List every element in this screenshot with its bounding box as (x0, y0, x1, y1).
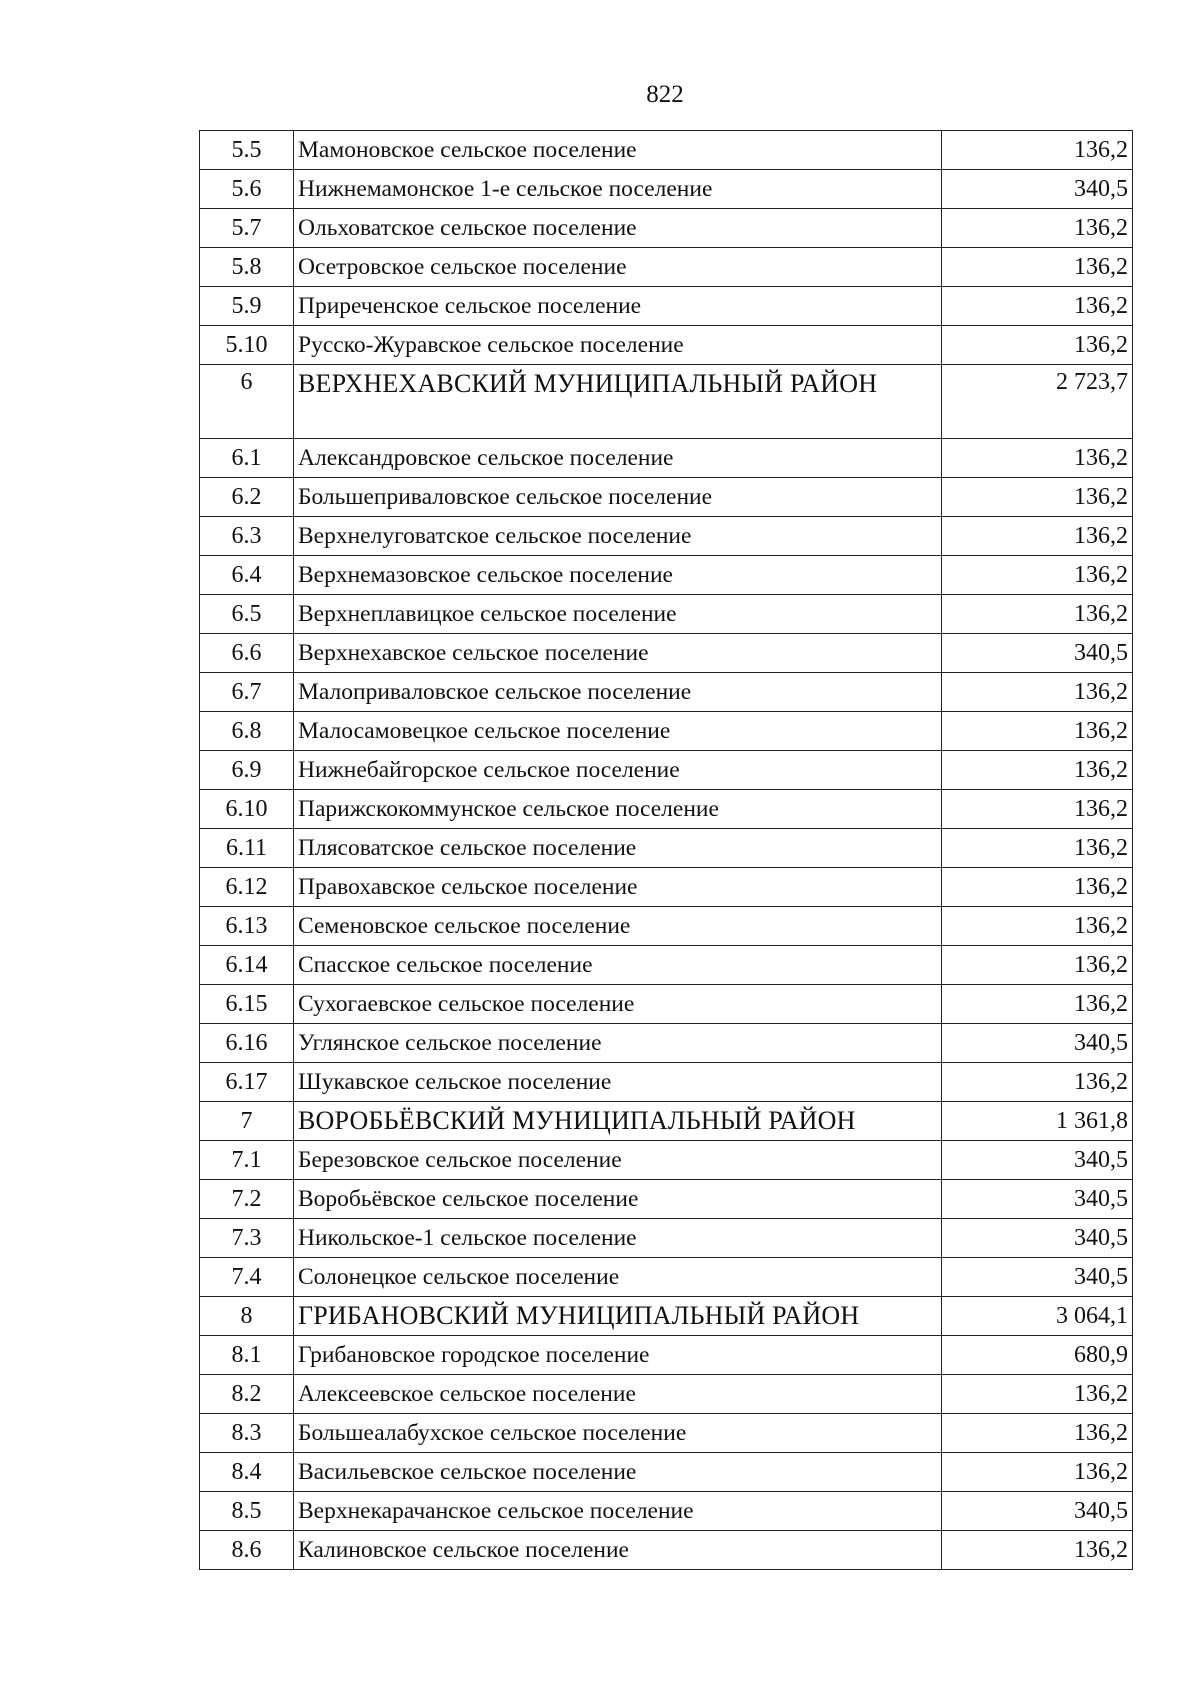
settlement-row (200, 673, 1133, 712)
table-body (200, 131, 1133, 1570)
settlement-name: Ольховатское сельское поселение (294, 209, 942, 248)
row-number: 8.5 (200, 1492, 294, 1531)
settlement-name: Нижнемамонское 1-е сельское поселение (294, 170, 942, 209)
settlement-name: Малоприваловское сельское поселение (294, 673, 942, 712)
settlement-row (200, 1180, 1133, 1219)
settlement-name: Верхнелуговатское сельское поселение (294, 517, 942, 556)
settlement-row (200, 1141, 1133, 1180)
amount-value: 136,2 (942, 1375, 1133, 1414)
settlement-row (200, 517, 1133, 556)
settlement-row (200, 209, 1133, 248)
amount-value: 136,2 (942, 287, 1133, 326)
row-number: 8.3 (200, 1414, 294, 1453)
amount-value: 340,5 (942, 170, 1133, 209)
settlement-row (200, 907, 1133, 946)
settlement-name: Верхнемазовское сельское поселение (294, 556, 942, 595)
amount-value: 136,2 (942, 712, 1133, 751)
settlement-row (200, 985, 1133, 1024)
settlement-name: Верхнеплавицкое сельское поселение (294, 595, 942, 634)
settlement-name: Осетровское сельское поселение (294, 248, 942, 287)
settlement-row (200, 595, 1133, 634)
settlement-name: Углянское сельское поселение (294, 1024, 942, 1063)
amount-value: 340,5 (942, 1492, 1133, 1531)
settlement-name: Малосамовецкое сельское поселение (294, 712, 942, 751)
district-row (200, 1102, 1133, 1141)
amount-value: 136,2 (942, 868, 1133, 907)
row-number: 8 (200, 1297, 294, 1336)
amount-value: 136,2 (942, 946, 1133, 985)
row-number: 6.8 (200, 712, 294, 751)
row-number: 5.8 (200, 248, 294, 287)
settlement-row (200, 1531, 1133, 1570)
amount-value: 340,5 (942, 1024, 1133, 1063)
amount-value: 340,5 (942, 634, 1133, 673)
district-name: ВЕРХНЕХАВСКИЙ МУНИЦИПАЛЬНЫЙ РАЙОН (294, 365, 942, 439)
amount-value: 1 361,8 (942, 1102, 1133, 1141)
settlement-row (200, 1024, 1133, 1063)
row-number: 8.1 (200, 1336, 294, 1375)
settlement-row (200, 131, 1133, 170)
row-number: 6.1 (200, 439, 294, 478)
row-number: 5.5 (200, 131, 294, 170)
amount-value: 136,2 (942, 1063, 1133, 1102)
row-number: 7.4 (200, 1258, 294, 1297)
amount-value: 340,5 (942, 1180, 1133, 1219)
settlement-name: Правохавское сельское поселение (294, 868, 942, 907)
row-number: 6.9 (200, 751, 294, 790)
amount-value: 136,2 (942, 907, 1133, 946)
district-row (200, 1297, 1133, 1336)
settlement-name: Спасское сельское поселение (294, 946, 942, 985)
amount-value: 2 723,7 (942, 365, 1133, 439)
row-number: 6.3 (200, 517, 294, 556)
amount-value: 136,2 (942, 439, 1133, 478)
settlement-name: Солонецкое сельское поселение (294, 1258, 942, 1297)
row-number: 8.2 (200, 1375, 294, 1414)
row-number: 6.13 (200, 907, 294, 946)
settlement-name: Калиновское сельское поселение (294, 1531, 942, 1570)
settlement-name: Никольское-1 сельское поселение (294, 1219, 942, 1258)
row-number: 6.11 (200, 829, 294, 868)
settlement-row (200, 248, 1133, 287)
settlement-name: Мамоновское сельское поселение (294, 131, 942, 170)
row-number: 6.2 (200, 478, 294, 517)
row-number: 5.10 (200, 326, 294, 365)
row-number: 6.16 (200, 1024, 294, 1063)
amount-value: 340,5 (942, 1219, 1133, 1258)
settlement-row (200, 790, 1133, 829)
settlement-row (200, 1375, 1133, 1414)
settlement-name: Верхнекарачанское сельское поселение (294, 1492, 942, 1531)
amount-value: 136,2 (942, 248, 1133, 287)
settlement-name: Сухогаевское сельское поселение (294, 985, 942, 1024)
row-number: 6.5 (200, 595, 294, 634)
amount-value: 136,2 (942, 985, 1133, 1024)
amount-value: 136,2 (942, 829, 1133, 868)
row-number: 8.4 (200, 1453, 294, 1492)
row-number: 6.14 (200, 946, 294, 985)
page-number: 822 (646, 81, 684, 108)
settlement-name: Приреченское сельское поселение (294, 287, 942, 326)
settlement-name: Нижнебайгорское сельское поселение (294, 751, 942, 790)
row-number: 5.9 (200, 287, 294, 326)
district-row (200, 365, 1133, 439)
amount-value: 136,2 (942, 556, 1133, 595)
row-number: 6.12 (200, 868, 294, 907)
row-number: 6 (200, 365, 294, 439)
settlement-row (200, 868, 1133, 907)
settlement-row (200, 1336, 1133, 1375)
row-number: 5.7 (200, 209, 294, 248)
settlement-name: Васильевское сельское поселение (294, 1453, 942, 1492)
row-number: 6.15 (200, 985, 294, 1024)
district-name: ВОРОБЬЁВСКИЙ МУНИЦИПАЛЬНЫЙ РАЙОН (294, 1102, 942, 1141)
row-number: 6.6 (200, 634, 294, 673)
row-number: 7 (200, 1102, 294, 1141)
amount-value: 136,2 (942, 1453, 1133, 1492)
settlement-row (200, 634, 1133, 673)
settlement-row (200, 439, 1133, 478)
row-number: 6.7 (200, 673, 294, 712)
row-number: 6.4 (200, 556, 294, 595)
settlement-name: Верхнехавское сельское поселение (294, 634, 942, 673)
amount-value: 136,2 (942, 209, 1133, 248)
amount-value: 136,2 (942, 517, 1133, 556)
settlement-name: Парижскокоммунское сельское поселение (294, 790, 942, 829)
settlement-row (200, 556, 1133, 595)
amount-value: 340,5 (942, 1258, 1133, 1297)
amount-value: 3 064,1 (942, 1297, 1133, 1336)
settlement-name: Березовское сельское поселение (294, 1141, 942, 1180)
settlement-row (200, 170, 1133, 209)
allocation-table (199, 130, 1133, 1570)
row-number: 6.17 (200, 1063, 294, 1102)
amount-value: 680,9 (942, 1336, 1133, 1375)
row-number: 8.6 (200, 1531, 294, 1570)
amount-value: 136,2 (942, 751, 1133, 790)
row-number: 7.2 (200, 1180, 294, 1219)
amount-value: 340,5 (942, 1141, 1133, 1180)
settlement-name: Семеновское сельское поселение (294, 907, 942, 946)
settlement-name: Алексеевское сельское поселение (294, 1375, 942, 1414)
settlement-row (200, 712, 1133, 751)
amount-value: 136,2 (942, 1531, 1133, 1570)
settlement-row (200, 1492, 1133, 1531)
amount-value: 136,2 (942, 131, 1133, 170)
row-number: 5.6 (200, 170, 294, 209)
settlement-name: Александровское сельское поселение (294, 439, 942, 478)
settlement-row (200, 1453, 1133, 1492)
settlement-name: Русско-Журавское сельское поселение (294, 326, 942, 365)
amount-value: 136,2 (942, 326, 1133, 365)
settlement-row (200, 1063, 1133, 1102)
settlement-name: Большеалабухское сельское поселение (294, 1414, 942, 1453)
settlement-row (200, 751, 1133, 790)
settlement-row (200, 478, 1133, 517)
settlement-name: Грибановское городское поселение (294, 1336, 942, 1375)
settlement-name: Большеприваловское сельское поселение (294, 478, 942, 517)
amount-value: 136,2 (942, 595, 1133, 634)
settlement-row (200, 946, 1133, 985)
amount-value: 136,2 (942, 790, 1133, 829)
row-number: 6.10 (200, 790, 294, 829)
settlement-name: Воробьёвское сельское поселение (294, 1180, 942, 1219)
settlement-row (200, 1414, 1133, 1453)
amount-value: 136,2 (942, 478, 1133, 517)
settlement-name: Шукавское сельское поселение (294, 1063, 942, 1102)
settlement-row (200, 326, 1133, 365)
row-number: 7.3 (200, 1219, 294, 1258)
row-number: 7.1 (200, 1141, 294, 1180)
district-name: ГРИБАНОВСКИЙ МУНИЦИПАЛЬНЫЙ РАЙОН (294, 1297, 942, 1336)
settlement-row (200, 1258, 1133, 1297)
settlement-row (200, 287, 1133, 326)
amount-value: 136,2 (942, 1414, 1133, 1453)
settlement-row (200, 1219, 1133, 1258)
settlement-name: Плясоватское сельское поселение (294, 829, 942, 868)
settlement-row (200, 829, 1133, 868)
amount-value: 136,2 (942, 673, 1133, 712)
